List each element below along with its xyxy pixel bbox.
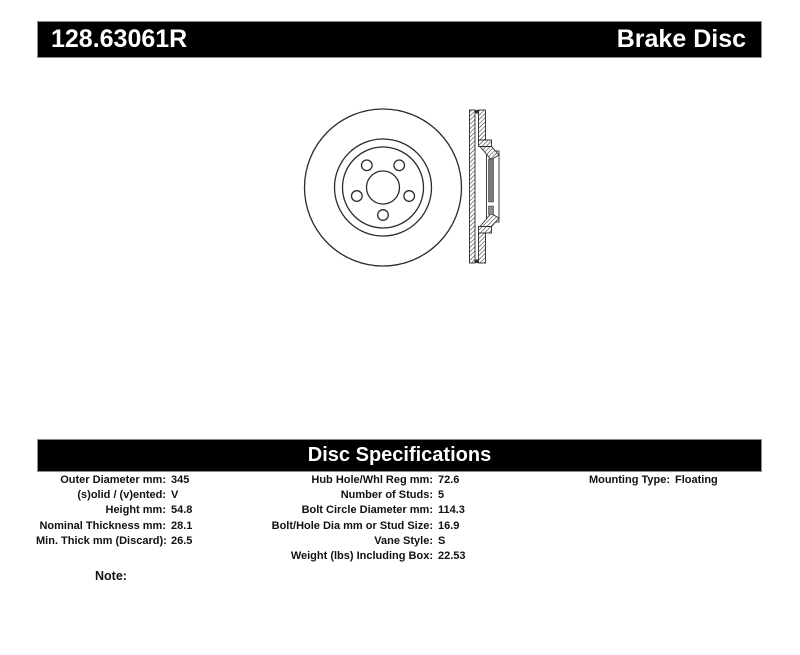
spec-row <box>240 519 466 534</box>
spec-value: S <box>438 534 446 547</box>
spec-row <box>36 534 192 549</box>
spec-value: 28.1 <box>171 519 193 532</box>
part-number: 128.63061R <box>51 25 188 53</box>
spec-label: Weight (lbs) Including Box: <box>290 550 433 563</box>
spec-row <box>36 488 192 503</box>
spec-label: Mounting Type: <box>588 474 670 486</box>
spec-label: Height mm: <box>105 504 166 517</box>
spec-value: 16.9 <box>438 519 460 532</box>
outer-rim-circle <box>305 109 462 266</box>
spec-label: (s)olid / (v)ented: <box>77 489 166 502</box>
section-step-bottom <box>479 227 492 234</box>
hub-outer-circle <box>335 139 432 236</box>
section-step-top <box>479 140 492 147</box>
spec-label: Vane Style: <box>374 534 433 547</box>
spec-row <box>240 549 466 564</box>
spec-row <box>36 519 192 534</box>
spec-row <box>36 503 192 518</box>
spec-column-left <box>36 473 192 549</box>
stud-hole <box>352 191 363 202</box>
spec-value: 5 <box>438 489 445 502</box>
note-label: Note: <box>95 569 127 583</box>
spec-column-right <box>520 473 718 488</box>
spec-row <box>36 473 192 488</box>
spec-row <box>240 488 466 503</box>
spec-label: Min. Thick mm (Discard): <box>36 534 167 547</box>
center-bore-circle <box>367 171 400 204</box>
stud-hole <box>394 160 405 171</box>
spec-value: 114.3 <box>438 504 465 517</box>
spec-value: 345 <box>171 474 190 486</box>
section-hub-register-bar <box>489 159 494 202</box>
spec-value: 22.53 <box>438 550 466 563</box>
spec-row <box>240 503 466 518</box>
spec-value: 72.6 <box>438 474 460 486</box>
product-title: Brake Disc <box>616 25 746 53</box>
section-vent-notch-bottom <box>475 260 478 264</box>
spec-label: Outer Diameter mm: <box>60 474 166 486</box>
spec-row <box>240 473 466 488</box>
spec-row <box>240 534 466 549</box>
spec-row <box>520 473 718 488</box>
section-left-plate <box>470 110 476 263</box>
section-right-plate-top <box>479 110 486 140</box>
spec-value: Floating <box>675 474 718 486</box>
spec-section-title: Disc Specifications <box>307 444 492 466</box>
spec-section-header <box>37 439 762 472</box>
stud-hole <box>362 160 373 171</box>
disc-front-view <box>305 109 462 266</box>
section-vent-notch-top <box>475 110 478 114</box>
spec-value: 54.8 <box>171 504 193 517</box>
spec-column-middle <box>240 473 466 564</box>
spec-label: Nominal Thickness mm: <box>39 519 166 532</box>
spec-label: Number of Studs: <box>340 489 433 502</box>
spec-label: Bolt Circle Diameter mm: <box>301 504 433 517</box>
section-hub-register-pad <box>489 206 494 215</box>
stud-hole <box>404 191 415 202</box>
header-bar <box>37 21 762 58</box>
stud-hole <box>378 210 389 221</box>
disc-cross-section-view <box>470 110 500 263</box>
section-right-plate-bottom <box>479 233 486 263</box>
spec-label: Bolt/Hole Dia mm or Stud Size: <box>271 519 433 532</box>
spec-value: V <box>171 489 179 502</box>
spec-value: 26.5 <box>171 534 193 547</box>
spec-label: Hub Hole/Whl Reg mm: <box>311 474 433 486</box>
brake-disc-drawing <box>285 95 520 275</box>
hub-inner-circle <box>343 147 424 228</box>
